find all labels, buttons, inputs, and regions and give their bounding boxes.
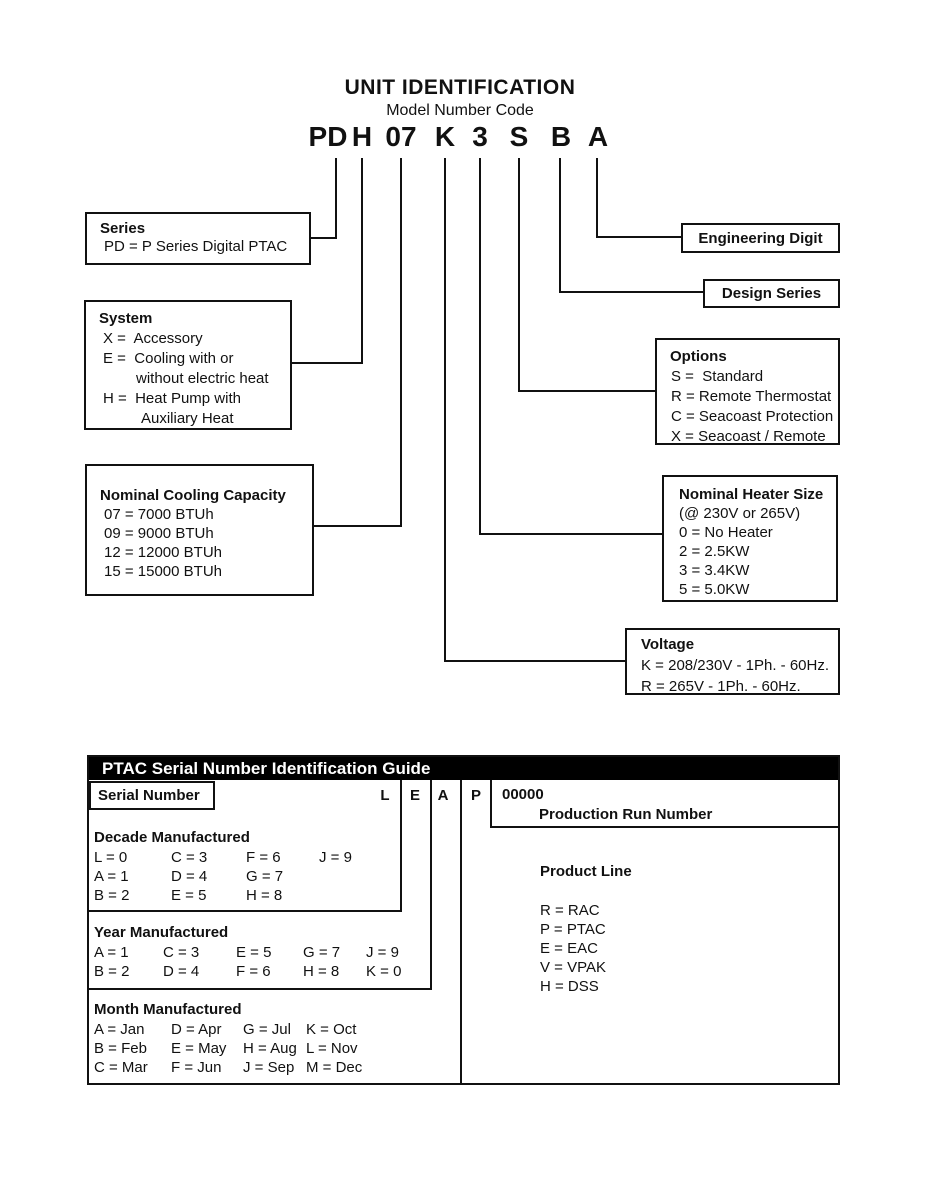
year-cell: B = 2 <box>94 963 130 980</box>
model-code-segment-series: PD <box>308 121 348 152</box>
leader-line-options-h <box>518 390 655 392</box>
leader-line-options-v <box>518 158 520 392</box>
year-cell: F = 6 <box>236 963 271 980</box>
product-line-items <box>540 901 632 996</box>
month-row <box>94 1058 362 1077</box>
product-line-item: P = PTAC <box>540 921 606 938</box>
system-line: E = Cooling with or <box>103 350 234 367</box>
decade-row <box>94 886 352 905</box>
year-manufactured-title: Year Manufactured <box>94 924 229 941</box>
product-line-title: Product Line <box>540 863 632 880</box>
year-cell: E = 5 <box>236 944 272 961</box>
year-cell: C = 3 <box>163 944 200 961</box>
month-cell: H = Aug <box>243 1040 297 1057</box>
options-line: X = Seacoast / Remote <box>671 428 826 445</box>
month-cell: B = Feb <box>94 1040 147 1057</box>
leader-line-heater-v <box>479 158 481 535</box>
engineering-digit-title: Engineering Digit <box>698 229 823 247</box>
leader-line-design-h <box>559 291 703 293</box>
serial-code-letter-month: A <box>437 787 449 804</box>
leader-line-engineering-v <box>596 158 598 238</box>
leader-line-engineering-h <box>596 236 681 238</box>
year-cell: J = 9 <box>366 944 399 961</box>
decade-manufactured-section <box>94 828 352 905</box>
options-line: C = Seacoast Protection <box>671 408 834 425</box>
decade-cell: B = 2 <box>94 887 130 904</box>
model-code-segment-heater: 3 <box>472 121 488 152</box>
leader-line-system-v <box>361 158 363 364</box>
heater-size-line: (@ 230V or 265V) <box>679 505 801 522</box>
series-title: Series <box>100 220 146 237</box>
series-line: PD = P Series Digital PTAC <box>104 238 288 255</box>
decade-cell: C = 3 <box>171 849 208 866</box>
month-manufactured-section <box>94 1000 362 1077</box>
leader-line-series-h <box>310 237 337 239</box>
product-line-item: H = DSS <box>540 978 599 995</box>
serial-guide-separator-2 <box>430 780 432 990</box>
decade-cell: A = 1 <box>94 868 129 885</box>
year-cell: D = 4 <box>163 963 200 980</box>
voltage-title: Voltage <box>641 636 695 653</box>
leader-line-cooling-v <box>400 158 402 527</box>
heater-size-title: Nominal Heater Size <box>679 486 824 503</box>
model-code-segment-design: B <box>550 121 572 152</box>
page-title: UNIT IDENTIFICATION <box>344 76 576 99</box>
month-cell: M = Dec <box>306 1059 363 1076</box>
cooling-capacity-callout-box <box>85 464 314 596</box>
model-code-segment-options: S <box>509 121 529 152</box>
decade-cell: E = 5 <box>171 887 207 904</box>
leader-line-system-h <box>292 362 363 364</box>
cooling-capacity-line: 12 = 12000 BTUh <box>104 544 223 561</box>
month-cell: F = Jun <box>171 1059 222 1076</box>
year-row <box>94 943 401 962</box>
leader-line-cooling-h <box>314 525 402 527</box>
heater-size-line: 3 = 3.4KW <box>679 562 750 579</box>
heater-size-line: 2 = 2.5KW <box>679 543 750 560</box>
page-subtitle: Model Number Code <box>386 102 534 119</box>
leader-line-series-v <box>335 158 337 239</box>
decade-cell: J = 9 <box>319 849 352 866</box>
year-cell: K = 0 <box>366 963 402 980</box>
serial-code-letter-year: E <box>409 787 420 804</box>
month-manufactured-title: Month Manufactured <box>94 1001 242 1018</box>
month-cell: G = Jul <box>243 1021 291 1038</box>
leader-line-voltage-h <box>444 660 625 662</box>
system-line: X = Accessory <box>103 330 203 347</box>
heater-size-line: 5 = 5.0KW <box>679 581 750 598</box>
month-cell: J = Sep <box>243 1059 295 1076</box>
decade-cell: F = 6 <box>246 849 281 866</box>
series-callout-box <box>85 212 311 265</box>
voltage-callout-box <box>625 628 840 695</box>
decade-cell: L = 0 <box>94 849 128 866</box>
cooling-capacity-line: 09 = 9000 BTUh <box>104 525 214 542</box>
options-line: R = Remote Thermostat <box>671 388 832 405</box>
heater-size-callout-box <box>662 475 838 602</box>
product-line-item: E = EAC <box>540 940 598 957</box>
system-line: without electric heat <box>136 370 269 387</box>
serial-guide-title-bar: PTAC Serial Number Identification Guide <box>89 757 838 780</box>
month-cell: A = Jan <box>94 1021 145 1038</box>
heater-size-line: 0 = No Heater <box>679 524 773 541</box>
year-row <box>94 962 401 981</box>
decade-cell: D = 4 <box>171 868 208 885</box>
year-cell: G = 7 <box>303 944 341 961</box>
serial-number-guide <box>87 755 840 1085</box>
options-line: S = Standard <box>671 368 764 385</box>
model-code-segment-voltage: K <box>434 121 456 152</box>
year-cell: A = 1 <box>94 944 129 961</box>
system-line: Auxiliary Heat <box>141 410 234 427</box>
design-series-callout-box <box>703 279 840 308</box>
product-line-section <box>540 862 632 996</box>
production-run-box <box>490 780 838 828</box>
production-run-value: 00000 <box>502 786 544 803</box>
system-line: H = Heat Pump with <box>103 390 241 407</box>
year-manufactured-section <box>94 923 401 981</box>
month-row <box>94 1020 362 1039</box>
system-title: System <box>99 310 153 327</box>
decade-cell: G = 7 <box>246 868 284 885</box>
model-code-segment-capacity: 07 <box>385 121 417 152</box>
design-series-title: Design Series <box>721 285 822 302</box>
cooling-capacity-line: 15 = 15000 BTUh <box>104 563 223 580</box>
serial-guide-separator-3 <box>460 780 462 1083</box>
decade-row <box>94 867 352 886</box>
month-cell: E = May <box>171 1040 227 1057</box>
cooling-capacity-line: 07 = 7000 BTUh <box>104 506 214 523</box>
product-line-item: V = VPAK <box>540 959 607 976</box>
leader-line-design-v <box>559 158 561 293</box>
options-title: Options <box>670 348 727 365</box>
serial-guide-separator-1 <box>400 780 402 912</box>
serial-number-label-box: Serial Number <box>89 781 215 810</box>
product-line-item: R = RAC <box>540 902 600 919</box>
decade-section-divider <box>89 910 402 912</box>
month-cell: L = Nov <box>306 1040 358 1057</box>
system-callout-box <box>84 300 292 430</box>
model-code-segment-engineering: A <box>587 121 609 152</box>
decade-manufactured-title: Decade Manufactured <box>94 829 250 846</box>
year-section-divider <box>89 988 432 990</box>
production-run-label: Production Run Number <box>539 806 713 823</box>
leader-line-voltage-v <box>444 158 446 662</box>
month-cell: C = Mar <box>94 1059 148 1076</box>
options-callout-box <box>655 338 840 445</box>
month-cell: D = Apr <box>171 1021 222 1038</box>
serial-code-letter-product: P <box>470 787 481 804</box>
decade-row <box>94 848 352 867</box>
decade-cell: H = 8 <box>246 887 283 904</box>
year-cell: H = 8 <box>303 963 340 980</box>
serial-code-letter-decade: L <box>380 787 390 804</box>
leader-line-heater-h <box>479 533 662 535</box>
month-cell: K = Oct <box>306 1021 357 1038</box>
model-code-segment-system: H <box>351 121 373 152</box>
month-row <box>94 1039 362 1058</box>
engineering-digit-callout-box <box>681 223 840 253</box>
cooling-capacity-title: Nominal Cooling Capacity <box>100 487 286 504</box>
voltage-line: K = 208/230V - 1Ph. - 60Hz. <box>641 657 830 674</box>
voltage-line: R = 265V - 1Ph. - 60Hz. <box>641 678 801 695</box>
